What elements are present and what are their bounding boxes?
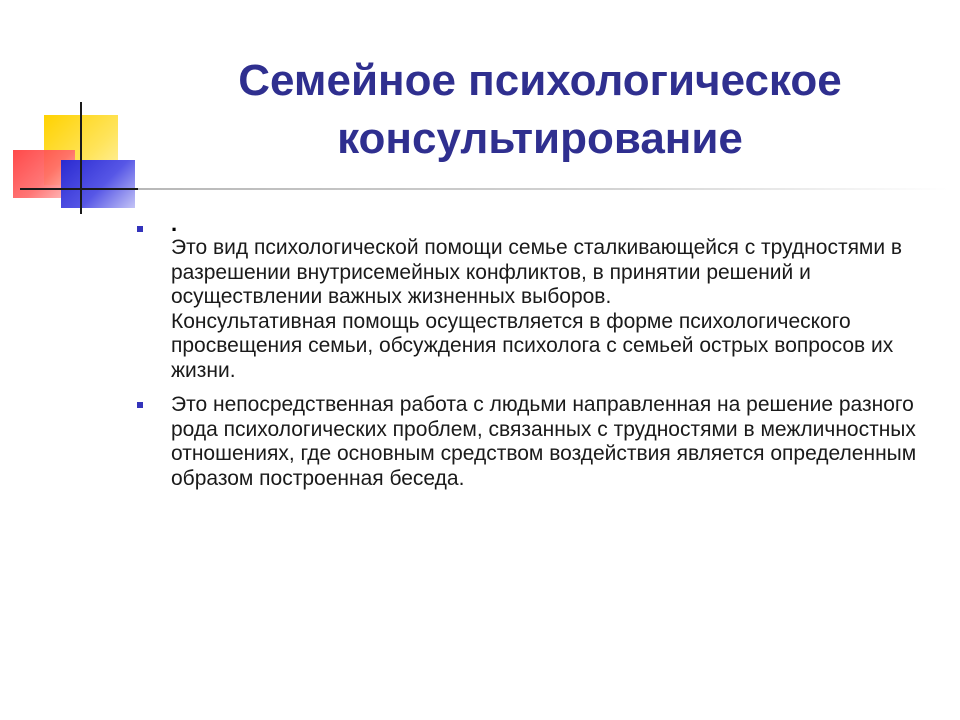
bullet-paragraph: Консультативная помощь осуществляется в форме психологического просвещения семьи, обсуждения психолога с семьей острых вопросов их жизни. xyxy=(171,309,894,382)
slide-title xyxy=(140,52,940,168)
square-bullet-icon xyxy=(137,226,143,232)
bullet-paragraph: Это вид психологической помощи семье сталкивающейся с трудностями в разрешении внутрисемейных конфликтов, в принятии решений и осуществлении важных жизненных выборов. xyxy=(171,236,903,308)
square-bullet-icon xyxy=(137,402,143,408)
title-line-2: консультирование xyxy=(337,114,743,163)
decorative-horizontal-line xyxy=(20,188,140,190)
title-underline xyxy=(138,188,948,190)
decorative-vertical-line xyxy=(80,102,82,214)
title-line-1: Семейное психологическое xyxy=(238,56,842,105)
bullet-list xyxy=(133,212,933,501)
decorative-blue-square xyxy=(61,160,135,208)
bullet-lead: . xyxy=(171,211,178,236)
bullet-item xyxy=(133,393,933,491)
bullet-paragraph: Это непосредственная работа с людьми направленная на решение разного рода психологических проблем, связанных с трудностями в межличностных отношениях, где основным средством воздействия является определенным образом построенная беседа. xyxy=(171,393,917,490)
bullet-item xyxy=(133,212,933,383)
